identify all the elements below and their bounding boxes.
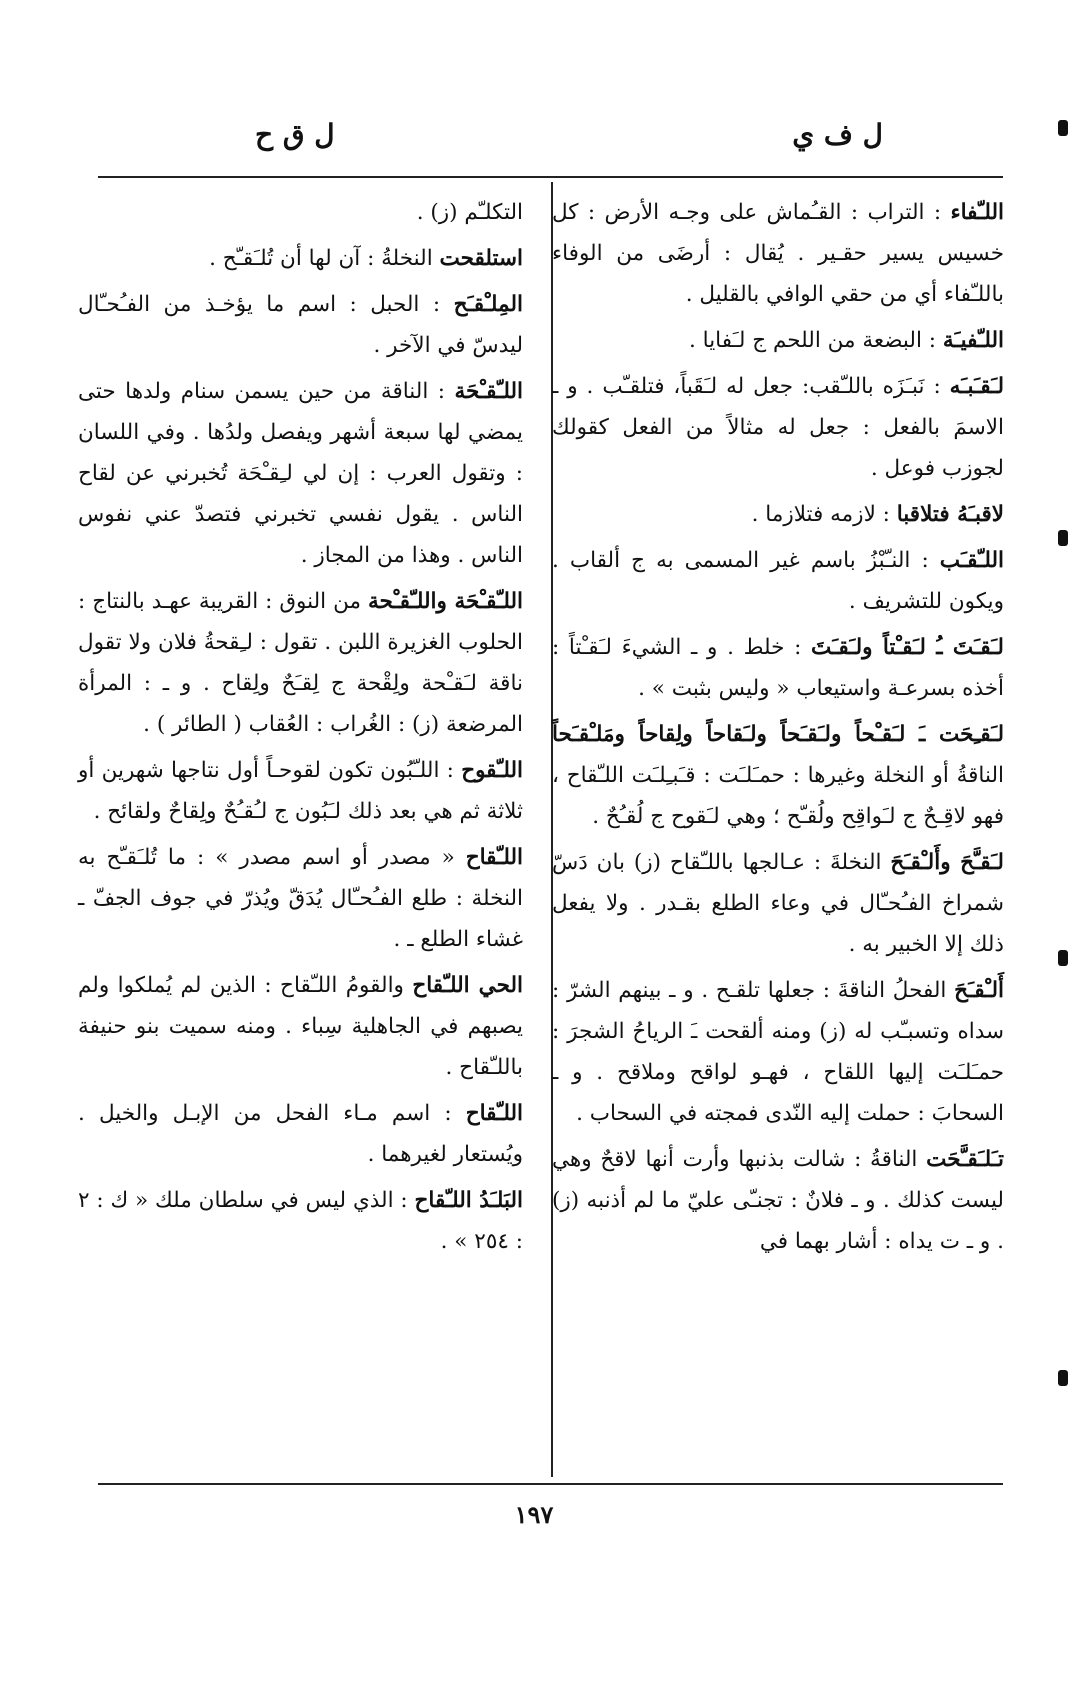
entry-headword: الحي اللـّقاح bbox=[412, 973, 523, 998]
entry-headword: أَلـْقـَحَ bbox=[954, 978, 1004, 1003]
entry-headword: اللـّقـْحَة واللـّقـْحة bbox=[367, 589, 523, 614]
entry-definition: : خلط . و ـ الشيءَ لـَقـْتاً : أخذه بسرعـة واستيعاب « وليس بثبت » . bbox=[552, 635, 1004, 701]
dictionary-entry bbox=[78, 371, 523, 576]
dictionary-entry bbox=[78, 1093, 523, 1175]
right-column bbox=[552, 192, 1004, 1267]
dictionary-entry bbox=[552, 1139, 1004, 1262]
entry-definition: : نَبـَزَه باللـّقب: جعل له لـَقَباً، فتلقـّب . و ـ الاسمَ بالفعل : جعل له مثالاً من الفعل كقولك لجوزب فوعل . bbox=[552, 374, 1004, 481]
entry-definition: والقومُ اللـّقاح : الذين لم يُملكوا ولم يصبهم في الجاهلية سِباء . ومنه سميت بنو حنيفة باللـّقاح . bbox=[78, 973, 523, 1080]
entry-headword: لاقبـَهُ فتلاقبا bbox=[896, 502, 1004, 527]
dictionary-entry bbox=[78, 1180, 523, 1262]
dictionary-entry bbox=[78, 837, 523, 960]
entry-headword: لـَقـَّحَ وأَلـْقـَحَ bbox=[890, 850, 1004, 875]
entry-headword: اللـّقاح bbox=[465, 845, 523, 870]
dictionary-entry bbox=[552, 320, 1004, 361]
entry-headword: البَلـَدُ اللـّقاح bbox=[414, 1188, 523, 1213]
entry-headword: استلقحت bbox=[439, 246, 523, 271]
entry-definition: : التراب : القـُماش على وجـه الأرض : كل خسيس يسير حقـير . يُقال : أرضَى من الوفاء باللـّفاء أي من حقي الوافي بالقليل . bbox=[552, 200, 1004, 307]
top-rule bbox=[98, 176, 1003, 178]
dictionary-entry bbox=[552, 366, 1004, 489]
entry-headword: اللـّفاء bbox=[950, 200, 1004, 225]
entry-definition: « مصدر أو اسم مصدر » : ما تُلـَقـّح به النخلة : طلع الفـُحـّال يُدَقّ ويُذرّ في جوف الجفّ ـ غشاء الطلع ـ . bbox=[78, 845, 523, 952]
entry-headword: اللـّقـْحَة bbox=[454, 379, 523, 404]
entry-definition: التكلـّم (ز) . bbox=[416, 200, 523, 225]
dictionary-entry bbox=[552, 494, 1004, 535]
entry-headword: لـَقـِحَت ـَ لـَقـْحاً ولـَقـَحاً ولـَقاحاً ولِقاحاً ومَلـْقـَحاً bbox=[552, 722, 1004, 747]
dictionary-entry bbox=[552, 627, 1004, 709]
bottom-rule bbox=[98, 1483, 1003, 1485]
entry-definition: : النـّبْزُ باسم غير المسمى به ج ألقاب . ويكون للتشريف . bbox=[552, 548, 1004, 614]
dictionary-entry bbox=[552, 192, 1004, 315]
entry-definition: : الحبل : اسم ما يؤخـذ من الفـُحـّال ليدسّ في الآخر . bbox=[78, 292, 523, 358]
entry-definition: الفحلُ الناقةَ : جعلها تلقـح . و ـ بينهم الشرّ : سداه وتسبـّب له (ز) ومنه ألقحت ـَ الرياحُ الشجرَ : حمـَلـَت إليها اللقاح ، فهـو لواقح وملاقح . و ـ السحابَ : حملت إليه النّدى فمجته في السحاب . bbox=[552, 978, 1004, 1126]
dictionary-entry bbox=[552, 970, 1004, 1134]
entry-definition: : لازمه فتلازما . bbox=[751, 502, 890, 527]
scan-edge-mark bbox=[1058, 1370, 1068, 1386]
dictionary-entry bbox=[78, 750, 523, 832]
entry-definition: : اسم مـاء الفحل من الإبـل والخيل . ويُستعار لغيرهما . bbox=[78, 1101, 523, 1167]
entry-definition: : البضعة من اللحم ج لـَفايا . bbox=[688, 328, 937, 353]
header-root-left: ل ق ح bbox=[255, 118, 335, 151]
entry-definition: : الذي ليس في سلطان ملك « ك : ٢ : ٢٥٤ » . bbox=[78, 1188, 523, 1254]
entry-definition: الناقةُ أو النخلة وغيرها : حمـَلـَت : قـَبـِلـَت اللـّقاح ، فهو لاقِـحٌ ج لـَواقِح ولُقـّح ؛ وهي لـَقوح ج لُقـُحٌ . bbox=[552, 763, 1004, 829]
scan-edge-mark bbox=[1058, 950, 1068, 966]
dictionary-entry bbox=[78, 192, 523, 233]
entry-definition: الناقةُ : شالت بذنبها وأرت أنها لاقحٌ وهي ليست كذلك . و ـ فلانٌ : تجنـّى عليّ ما لم أذنبه (ز) . و ـ ت يداه : أشار بهما في bbox=[552, 1147, 1004, 1254]
entry-definition: من النوق : القريبة عهـد بالنتاج : الحلوب الغزيرة اللبن . تقول : لـِقحةُ فلان ولا تقول ناقة لـَقـْحة ولِقْحة ج لِقـَحٌ ولِقاح . و ـ : المرأة المرضعة (ز) : الغُراب : العُقاب ( الطائر ) . bbox=[78, 589, 523, 737]
dictionary-entry bbox=[78, 238, 523, 279]
entry-headword: لـَقـَبـَه bbox=[949, 374, 1004, 399]
page-number: ١٩٧ bbox=[514, 1500, 554, 1529]
scan-edge-mark bbox=[1058, 530, 1068, 546]
entry-definition: النخلةُ : آن لها أن تُلـَقـّح . bbox=[209, 246, 433, 271]
dictionary-entry bbox=[78, 581, 523, 745]
entry-headword: لـَقـَتَ ـُ لـَقـْتاً ولـَقـَتَ bbox=[810, 635, 1004, 660]
scan-edge-mark bbox=[1058, 120, 1068, 136]
entry-headword: اللـّقاح bbox=[465, 1101, 523, 1126]
dictionary-entry bbox=[552, 842, 1004, 965]
entry-headword: المِلـْقـَح bbox=[453, 292, 524, 317]
entry-headword: اللـّقوح bbox=[461, 758, 523, 783]
dictionary-entry bbox=[552, 714, 1004, 837]
left-column bbox=[78, 192, 523, 1267]
entry-headword: اللـّقـَب bbox=[939, 548, 1004, 573]
entry-headword: اللـّفيـَة bbox=[942, 328, 1004, 353]
entry-definition: : اللـّبُون تكون لقوحـاً أول نتاجها شهرين أو ثلاثة ثم هي بعد ذلك لـَبُون ج لـُقـُحٌ ولِقاحٌ ولقائح . bbox=[78, 758, 523, 824]
entry-headword: تـَلـَقـَّحَت bbox=[926, 1147, 1004, 1172]
dictionary-entry bbox=[552, 540, 1004, 622]
dictionary-entry bbox=[78, 284, 523, 366]
header-root-right: ل ف ي bbox=[792, 118, 883, 151]
dictionary-entry bbox=[78, 965, 523, 1088]
entry-definition: النخلةَ : عـالجها باللـّقاح (ز) بان دَسّ شمراخ الفـُحـّال في وعاء الطلع بقـدر . ولا يفعل ذلك إلا الخبير به . bbox=[552, 850, 1004, 957]
entry-definition: : الناقة من حين يسمن سنام ولدها حتى يمضي لها سبعة أشهر ويفصل ولدُها . وفي اللسان : وتقول العرب : إن لي لـِقـْحَة تُخبرني عن لقاح الناس . يقول نفسي تخبرني فتصدّ عني نفوس الناس . وهذا من المجاز . bbox=[78, 379, 523, 568]
